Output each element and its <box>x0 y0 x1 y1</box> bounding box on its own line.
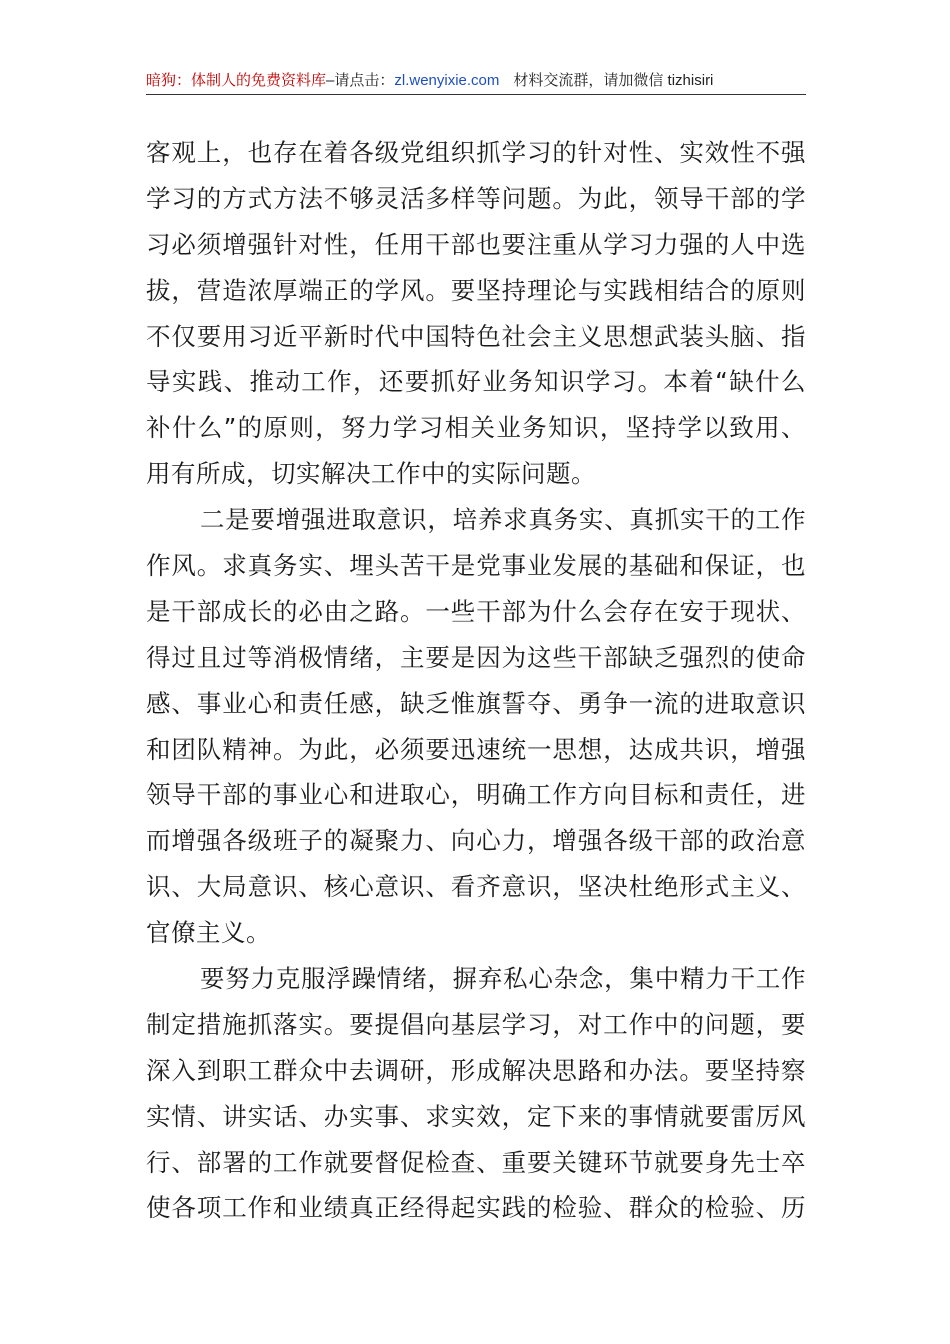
text-line: 使各项工作和业绩真正经得起实践的检验、群众的检验、历 <box>146 1193 806 1223</box>
text-line: 感、事业心和责任感，缺乏惟旗誓夺、勇争一流的进取意识 <box>146 688 806 718</box>
text-line: 行、部署的工作就要督促检查、重要关键环节就要身先士卒 <box>146 1147 806 1177</box>
text-line: 要努力克服浮躁情绪，摒弃私心杂念，集中精力干工作 <box>200 964 806 994</box>
text-line: 官僚主义。 <box>146 918 271 948</box>
text-line: 识、大局意识、核心意识、看齐意识，坚决杜绝形式主义、 <box>146 872 806 902</box>
text-line: 补什么”的原则，努力学习相关业务知识，坚持学以致用、 <box>146 413 806 443</box>
text-line: 而增强各级班子的凝聚力、向心力，增强各级干部的政治意 <box>146 826 806 856</box>
page-header <box>146 70 806 95</box>
header-click-label: –请点击： <box>326 72 395 89</box>
text-line: 实情、讲实话、办实事、求实效，定下来的事情就要雷厉风 <box>146 1101 806 1131</box>
text-line: 客观上，也存在着各级党组织抓学习的针对性、实效性不强 <box>146 138 806 167</box>
header-url-link[interactable]: zl.wenyixie.com <box>394 72 500 89</box>
text-line: 得过且过等消极情绪，主要是因为这些干部缺乏强烈的使命 <box>146 642 806 672</box>
document-body <box>146 130 806 1231</box>
text-line: 深入到职工群众中去调研，形成解决思路和办法。要坚持察 <box>146 1055 806 1085</box>
text-line: 导实践、推动工作，还要抓好业务知识学习。本着“缺什么 <box>146 367 806 397</box>
header-contact: 材料交流群，请加微信 tizhisiri <box>513 72 714 89</box>
text-line: 用有所成，切实解决工作中的实际问题。 <box>146 459 596 489</box>
text-line: 是干部成长的必由之路。一些干部为什么会存在安于现状、 <box>146 596 806 626</box>
text-line: 二是要增强进取意识，培养求真务实、真抓实干的工作 <box>200 505 806 535</box>
text-line: 领导干部的事业心和进取心，明确工作方向目标和责任，进 <box>146 780 806 810</box>
text-line: 作风。求真务实、埋头苦干是党事业发展的基础和保证，也 <box>146 551 806 581</box>
text-line: 不仅要用习近平新时代中国特色社会主义思想武装头脑、指 <box>146 321 806 351</box>
text-line: 和团队精神。为此，必须要迅速统一思想，达成共识，增强 <box>146 734 806 764</box>
text-line: 习必须增强针对性，任用干部也要注重从学习力强的人中选 <box>146 229 806 259</box>
text-line: 拔，营造浓厚端正的学风。要坚持理论与实践相结合的原则 <box>146 275 806 305</box>
header-brand: 暗狗：体制人的免费资料库 <box>146 72 327 89</box>
text-line: 制定措施抓落实。要提倡向基层学习，对工作中的问题，要 <box>146 1009 806 1039</box>
text-line: 学习的方式方法不够灵活多样等问题。为此，领导干部的学 <box>146 183 806 213</box>
